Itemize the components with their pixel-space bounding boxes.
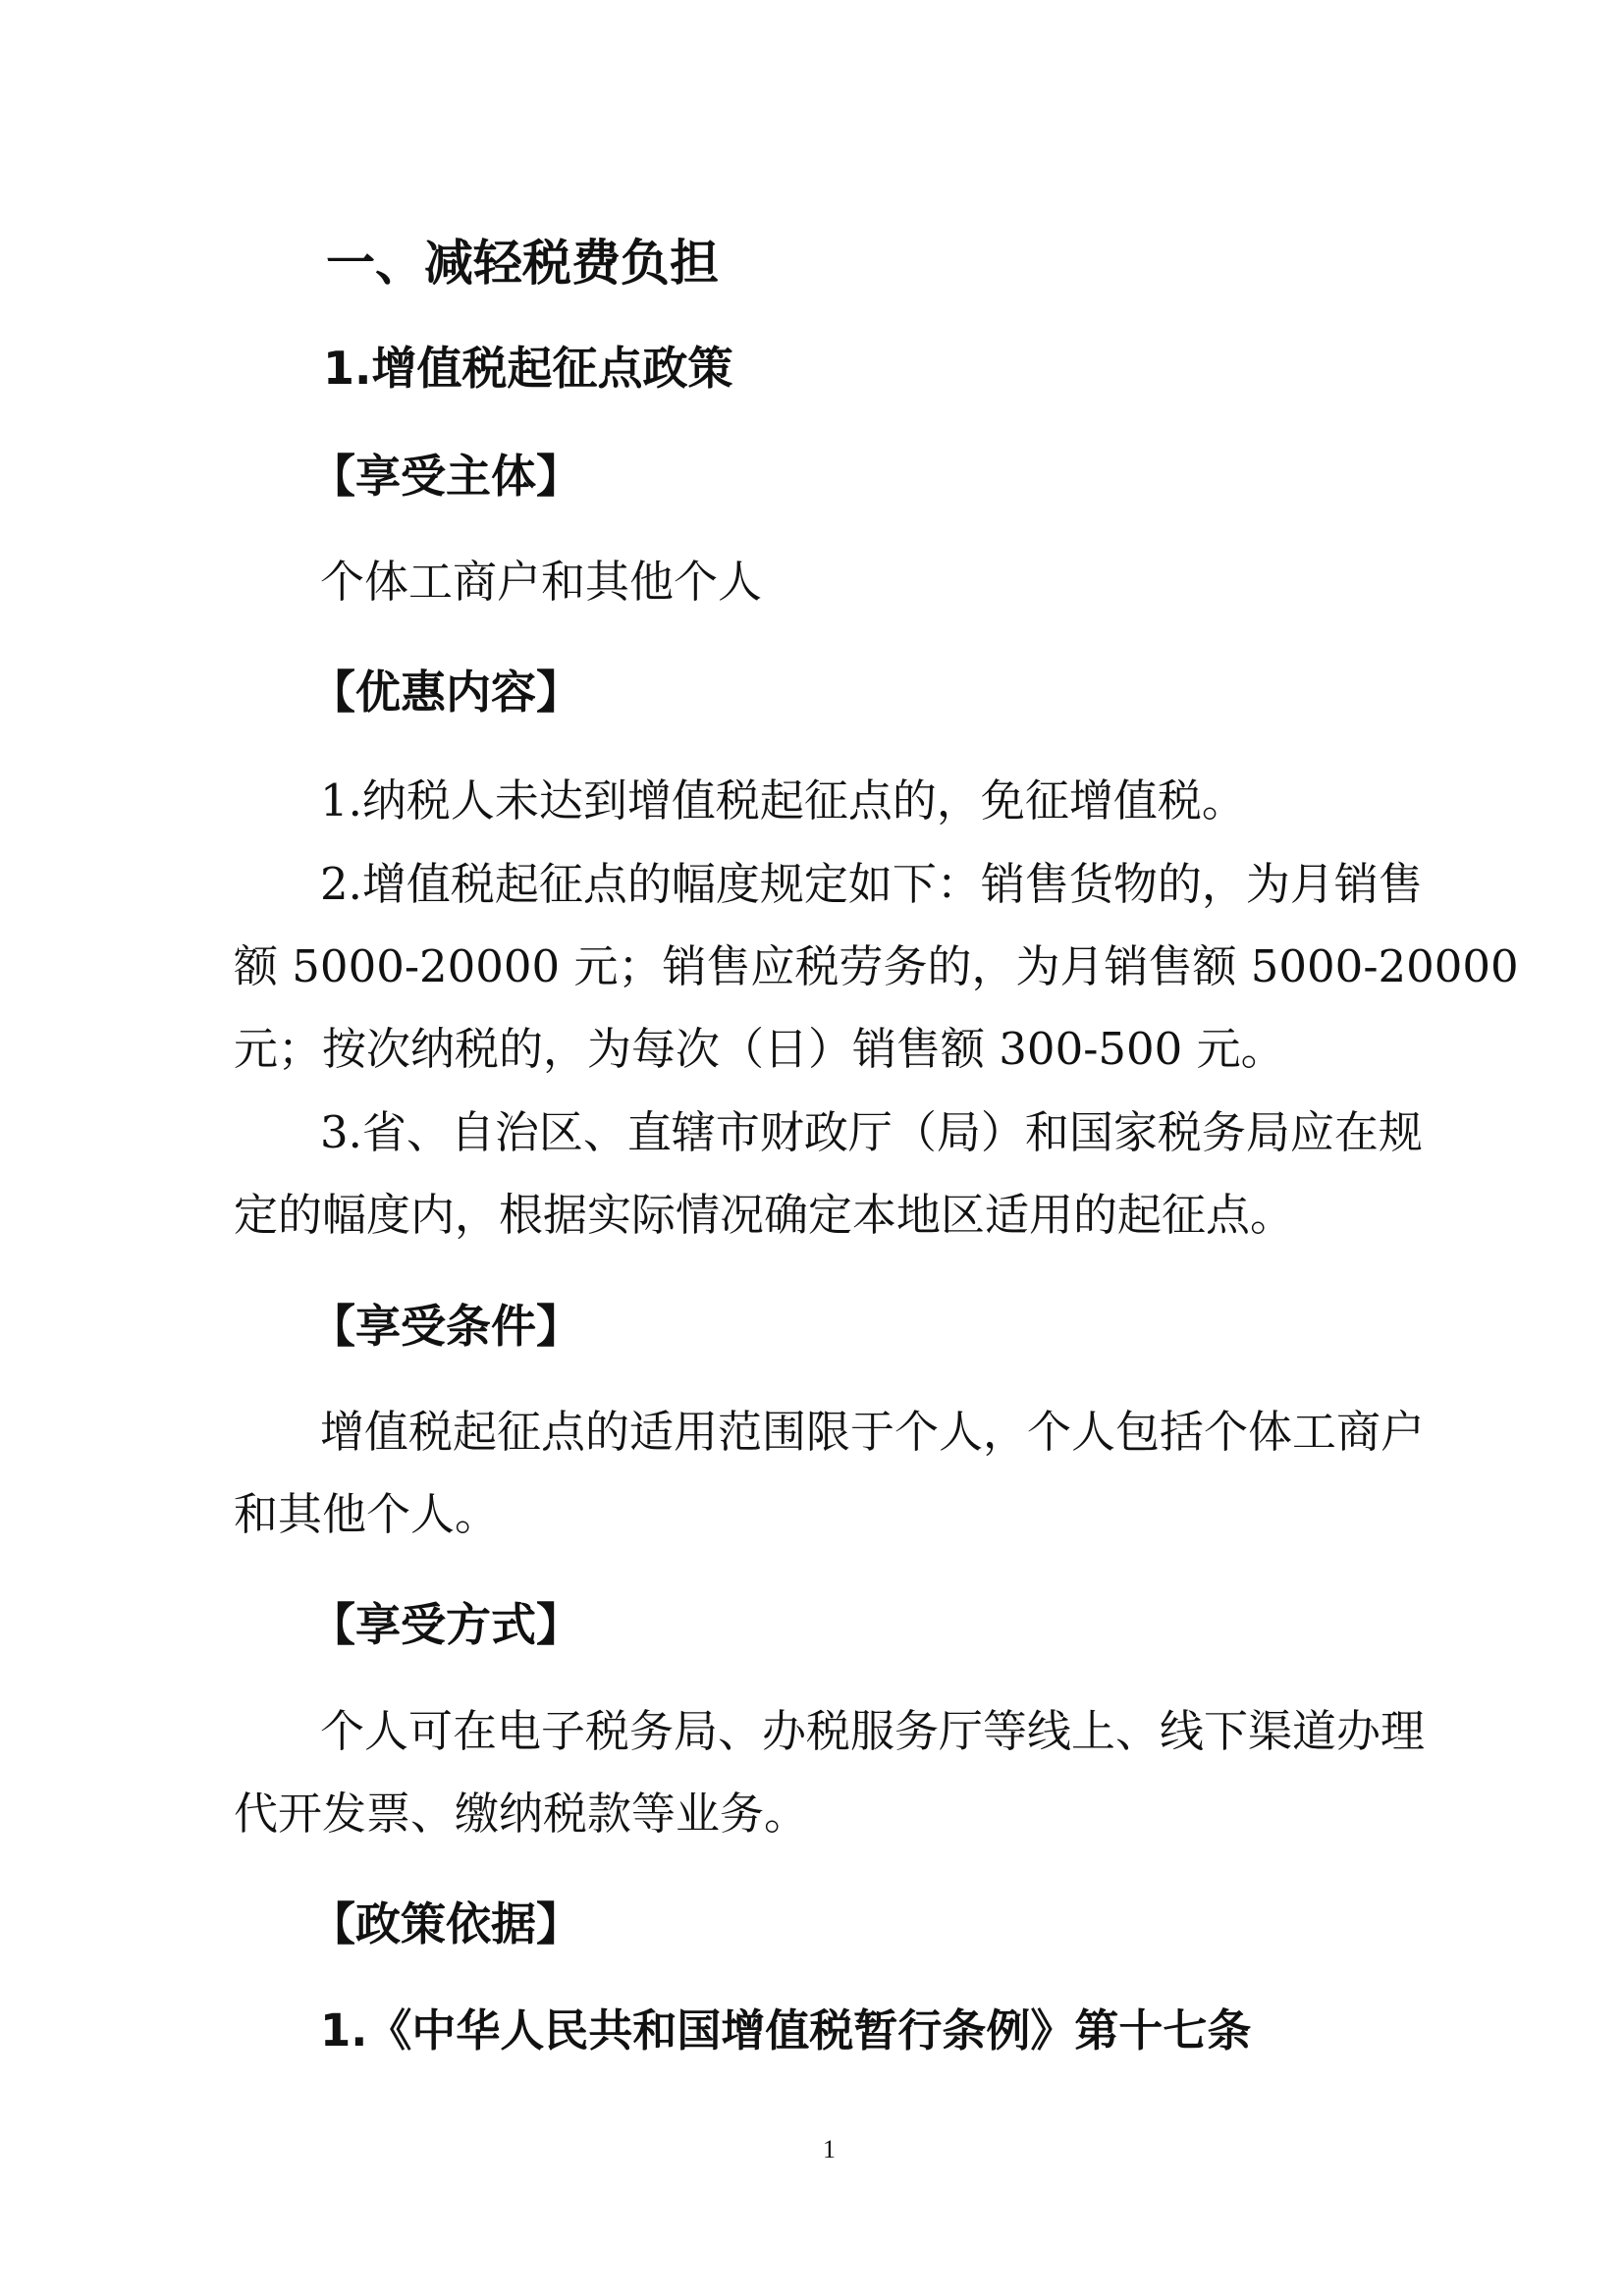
- conditions-label: 【享受条件】: [310, 1300, 581, 1353]
- content-item: 2.增值税起征点的幅度规定如下：销售货物的，为月销售: [320, 858, 1423, 910]
- page-number: 1: [823, 2135, 836, 2163]
- basis-item: 1.《中华人民共和国增值税暂行条例》第十七条: [320, 2004, 1252, 2056]
- content-item: 3.省、自治区、直辖市财政厅（局）和国家税务局应在规: [320, 1106, 1423, 1158]
- subject-label: 【享受主体】: [310, 450, 581, 503]
- subject-text: 个体工商户和其他个人: [320, 556, 763, 608]
- section-heading: 一、减轻税费负担: [326, 235, 719, 292]
- content-item-continued: 元；按次纳税的，为每次（日）销售额 300-500 元。: [234, 1023, 1285, 1075]
- content-label: 【优惠内容】: [310, 666, 581, 719]
- content-item-continued: 额 5000-20000 元；销售应税劳务的，为月销售额 5000-20000: [234, 940, 1519, 992]
- conditions-text-continued: 和其他个人。: [234, 1488, 500, 1540]
- method-text-continued: 代开发票、缴纳税款等业务。: [234, 1788, 809, 1840]
- method-label: 【享受方式】: [310, 1598, 581, 1651]
- basis-label: 【政策依据】: [310, 1897, 581, 1950]
- content-item: 1.纳税人未达到增值税起征点的，免征增值税。: [320, 774, 1246, 827]
- policy-title: 1.增值税起征点政策: [323, 342, 733, 395]
- conditions-text: 增值税起征点的适用范围限于个人，个人包括个体工商户: [320, 1406, 1426, 1458]
- content-item-continued: 定的幅度内，根据实际情况确定本地区适用的起征点。: [234, 1189, 1295, 1241]
- method-text: 个人可在电子税务局、办税服务厅等线上、线下渠道办理: [320, 1705, 1426, 1757]
